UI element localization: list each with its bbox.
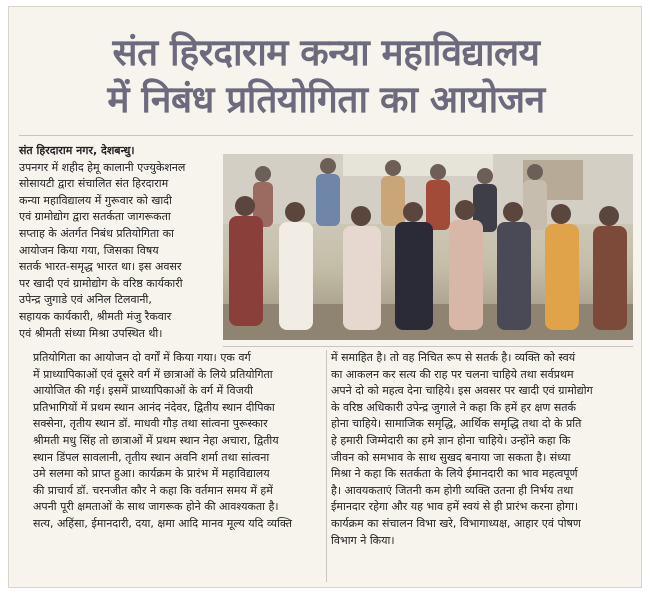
article-column-1 <box>19 143 215 342</box>
text-line: के वरिष्ठ अधिकारी उपेन्द्र जुगाले ने कहा कि हमें हर क्षण सतर्क <box>331 400 576 414</box>
text-line: अपनी पूरी क्षमताओं के साथ जागरूक होने की आवश्यकता है। <box>33 500 279 514</box>
text-line: प्रतिभागियों में प्रथम स्थान आनंद नंदेवर, द्वितीय स्थान दीपिका <box>33 400 275 414</box>
text-line: पर खादी एवं ग्रामोद्योग के वरिष्ठ कार्यकारी <box>19 276 183 290</box>
text-line: में प्राध्यापिकाओं एवं दूसरे वर्ग में छात्राओं के लिये प्रतियोगिता <box>33 367 273 381</box>
dateline: संत हिरदाराम नगर, देशबन्धु। <box>19 144 135 157</box>
text-line: अपने दो को महत्व देना चाहिये। इस अवसर पर खादी एवं ग्रामोद्योग <box>331 384 593 398</box>
headline <box>9 29 642 123</box>
text-line: मिश्रा ने कहा कि सतर्कता के लिये ईमानदारी का भाव महत्वपूर्ण <box>331 467 578 481</box>
text-line: कन्या महाविद्यालय में गुरूवार को खादी <box>19 193 172 207</box>
text-line: विभाग ने किया। <box>331 533 395 547</box>
column-2-body <box>19 350 323 533</box>
text-line: सत्य, अहिंसा, ईमानदारी, दया, क्षमा आदि मानव मूल्य यदि व्यक्ति <box>33 516 292 530</box>
group-photo-illustration <box>223 154 633 340</box>
column-3-body <box>331 350 633 549</box>
text-line: जीवन को समभाव के साथ सुखद बनाया जा सकता है। संध्या <box>331 450 571 464</box>
text-line: सहायक कार्यकारी, श्रीमती मंजु रैकवार <box>19 309 172 323</box>
column-divider <box>326 350 327 582</box>
text-line: सोसायटी द्वारा संचालित संत हिरदाराम <box>19 177 169 191</box>
text-line: कार्यक्रम का संचालन विभा खरे, विभागाध्यक्ष, आहार एवं पोषण <box>331 516 581 530</box>
text-line: होना चाहिये। सामाजिक समृद्धि, आर्थिक समृद्धि तथा दो के प्रति <box>331 417 582 431</box>
text-line: उमे सलमा को प्राप्त हुआ। कार्यक्रम के प्रारंभ में महाविद्यालय <box>33 467 270 481</box>
text-line: स्थान डिंपल सावलानी, तृतीय स्थान अवनि शर्मा तथा सांत्वना <box>33 450 270 464</box>
text-line: ईमानदार रहेगा और यह भाव हमें स्वयं से ही प्रारंभ करना होगा। <box>331 500 579 514</box>
headline-line-2: में निबंध प्रतियोगिता का आयोजन <box>107 78 545 121</box>
article-column-3 <box>331 350 633 549</box>
text-line: हे हमारी जिम्मेदारी का हमे ज्ञान होना चाहिये। उन्होंने कहा कि <box>331 433 571 447</box>
text-line: सक्सेना, तृतीय स्थान डॉ. माधवी गौड़ तथा सांत्वना पुरूस्कार <box>33 417 268 431</box>
photo-caption-rule <box>223 346 633 347</box>
text-line: में समाहित है। तो वह निचित रूप से सतर्क है। व्यक्ति को स्वयं <box>331 351 576 364</box>
column-1-body <box>19 160 215 343</box>
text-line: श्रीमती मधु सिंह तो छात्राओं में प्रथम स्थान नेहा अचारा, द्वितीय <box>33 433 279 447</box>
text-line: प्रतियोगिता का आयोजन दो वर्गों में किया गया। एक वर्ग <box>33 351 251 364</box>
text-line: का आकलन कर सत्य की राह पर चलना चाहिये तथा सर्वप्रथम <box>331 367 574 381</box>
text-line: सप्ताह के अंतर्गत निबंध प्रतियोगिता का <box>19 226 174 240</box>
text-line: आयोजन किया गया, जिसका विषय <box>19 243 159 257</box>
text-line: उपनगर में शहीद हेमू कालानी एज्युकेशनल <box>19 160 186 174</box>
headline-rule <box>19 135 633 136</box>
text-line: सतर्क भारत-समृद्ध भारत था। इस अवसर <box>19 260 182 274</box>
newspaper-clipping <box>8 6 642 588</box>
text-line: है। आवयकताएं जितनी कम होगी व्यक्ति उतना ही निर्भय तथा <box>331 483 574 497</box>
headline-line-1: संत हिरदाराम कन्या महाविद्यालय <box>112 31 540 74</box>
article-column-2 <box>19 350 323 533</box>
text-line: एवं श्रीमती संध्या मिश्रा उपस्थित थी। <box>19 326 163 340</box>
text-line: एवं ग्रामोद्योग द्वारा सतर्कता जागरूकता <box>19 210 171 224</box>
text-line: आयोजित की गई। इसमें प्राध्यापिकाओं के वर्ग में विजयी <box>33 384 253 398</box>
event-photo <box>223 154 633 340</box>
text-line: उपेन्द्र जुगाडे एवं अनिल टिलवानी, <box>19 293 152 307</box>
text-line: की प्राचार्य डॉ. चरनजीत कौर ने कहा कि वर्तमान समय में हमें <box>33 483 273 497</box>
